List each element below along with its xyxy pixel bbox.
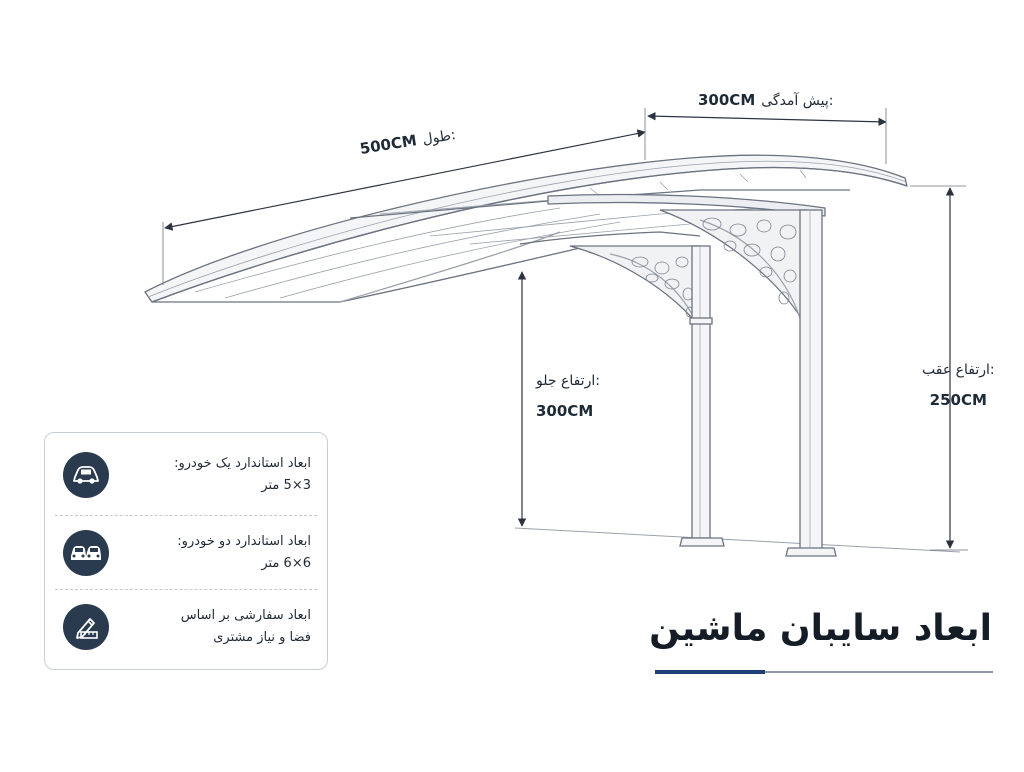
front-bracket xyxy=(570,246,700,328)
info-item-two-cars xyxy=(45,517,327,589)
rear-height-value: 250CM xyxy=(929,391,987,409)
page-title: ابعاد سایبان ماشین xyxy=(649,608,992,649)
length-value: 500CM xyxy=(358,131,418,158)
info-item-text xyxy=(121,453,311,497)
info-item-line1: ابعاد استاندارد دو خودرو: xyxy=(177,534,311,549)
info-item-single-car xyxy=(45,439,327,511)
info-item-line2: فضا و نیاز مشتری xyxy=(213,630,311,645)
info-item-line1: ابعاد سفارشی بر اساس xyxy=(180,608,311,623)
info-item-text xyxy=(121,605,311,649)
title-underline-accent xyxy=(655,670,765,674)
divider xyxy=(55,589,317,590)
info-item-custom xyxy=(45,591,327,663)
two-cars-icon xyxy=(63,530,109,576)
front-height-caption: ارتفاع جلو: xyxy=(536,373,600,389)
overhang-dimension-label xyxy=(698,91,833,109)
ground-line xyxy=(515,528,960,552)
info-item-line2: 6×6 متر xyxy=(261,556,311,571)
overhang-value: 300CM xyxy=(698,91,756,109)
info-item-line2: 3×5 متر xyxy=(261,478,311,493)
rear-height-caption: ارتفاع عقب: xyxy=(922,362,995,378)
info-item-text xyxy=(121,531,311,575)
rear-height-dimension-label xyxy=(922,355,995,415)
car-icon xyxy=(63,452,109,498)
pencil-ruler-icon xyxy=(63,604,109,650)
info-item-line1: ابعاد استاندارد یک خودرو: xyxy=(174,456,311,471)
length-caption: طول: xyxy=(421,126,457,148)
divider xyxy=(55,515,317,516)
overhang-caption: پیش آمدگی: xyxy=(761,93,834,109)
info-panel xyxy=(44,432,328,670)
front-height-dimension-label xyxy=(536,366,600,426)
front-height-value: 300CM xyxy=(536,402,594,420)
